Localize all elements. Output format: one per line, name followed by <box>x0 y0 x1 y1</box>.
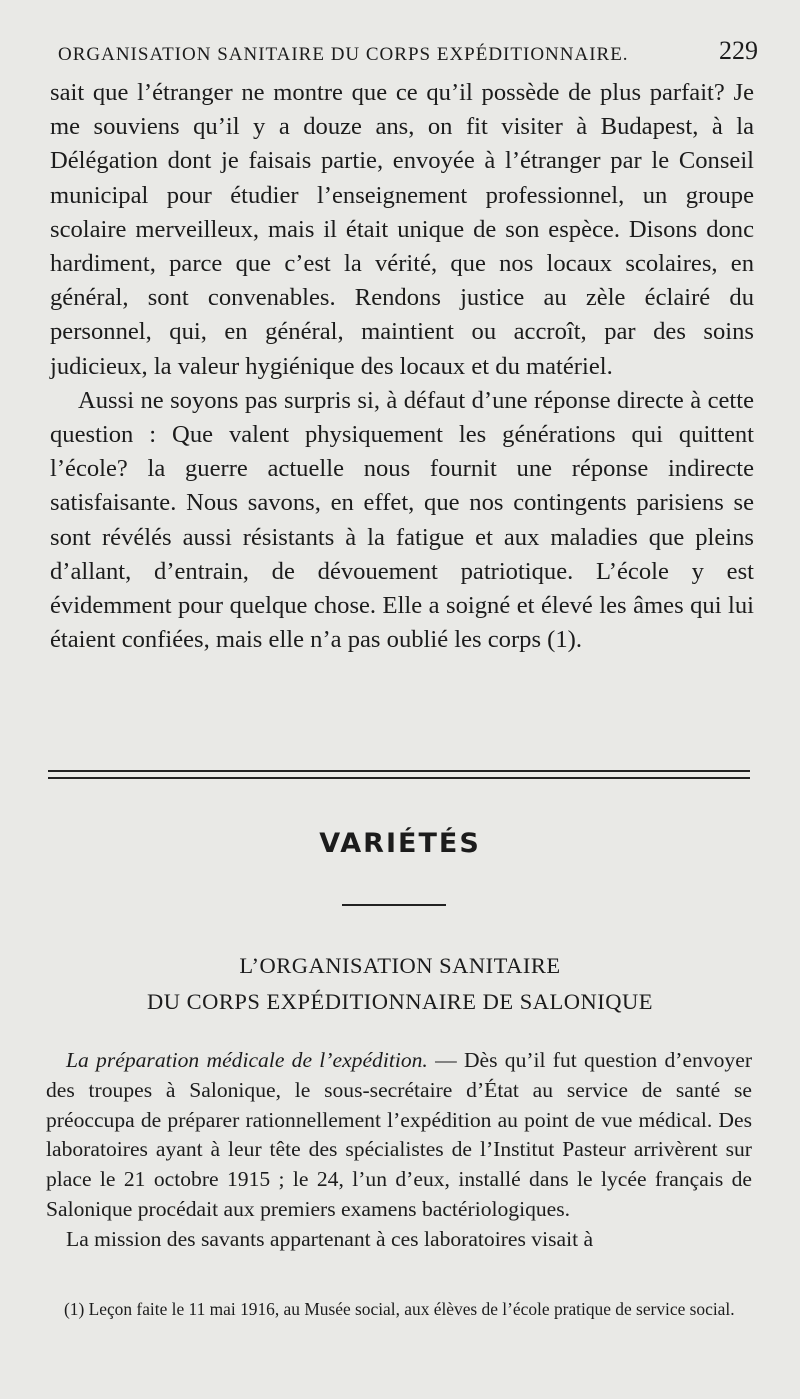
article-paragraph-1-text: — Dès qu’il fut question d’envoyer des troupes à Salonique, le sous-secrétaire d’État au service de santé se préoccupa de préparer rationnellement l’expédition au point de vue médical. Des laboratoires ayant à leur tête des spécialistes de l’Institut Pasteur arrivèrent sur place le 21 octobre 1915 ; le 24, l’un d’eux, installé dans le lycée français de Salonique procédait aux premiers examens bactériologiques. <box>46 1048 753 1221</box>
article-lede: La préparation médicale de l’expédition. <box>66 1048 428 1072</box>
section-divider <box>48 770 750 779</box>
article-title-line-2: DU CORPS EXPÉDITIONNAIRE DE SALONIQUE <box>147 989 653 1014</box>
running-head <box>58 36 758 70</box>
article-paragraph-1 <box>46 1046 752 1225</box>
running-head-title: ORGANISATION SANITAIRE DU CORPS EXPÉDITIONNAIRE. <box>58 44 629 65</box>
section-title: VARIÉTÉS <box>319 828 481 859</box>
title-rule <box>342 904 446 906</box>
footnote-text: (1) Leçon faite le 11 mai 1916, au Musée social, aux élèves de l’école pratique de service social. <box>64 1299 735 1319</box>
article-title-line-1: L’ORGANISATION SANITAIRE <box>239 953 561 978</box>
footnote <box>46 1298 752 1321</box>
page-number: 229 <box>719 36 758 65</box>
article-paragraph-2: La mission des savants appartenant à ces laboratoires visait à <box>66 1226 594 1251</box>
body-paragraph-1: sait que l’étranger ne montre que ce qu’il possède de plus parfait? Je me souviens qu’il y a douze ans, on fit visiter à Budapest, à la Délégation dont je faisais partie, envoyée à l’étranger par le Conseil municipal pour étudier l’enseignement professionnel, un groupe scolaire merveilleux, mais il était unique de son espèce. Disons donc hardiment, parce que c’est la vérité, que nos locaux scolaires, en général, sont convenables. Rendons justice au zèle éclairé du personnel, qui, en général, maintient ou accroît, par des soins judicieux, la valeur hygiénique des locaux et du matériel. <box>50 79 754 380</box>
body-paragraph-2: Aussi ne soyons pas surpris si, à défaut d’une réponse directe à cette question : Que valent physiquement les générations qui quittent l’école? la guerre actuelle nous fournit une réponse indirecte satisfaisante. Nous savons, en effet, que nos contingents parisiens se sont révélés aussi résistants à la fatigue et aux maladies que pleins d’allant, d’entrain, de dévouement patriotique. L’école y est évidemment pour quelque chose. Elle a soigné et élevé les âmes qui lui étaient confiées, mais elle n’a pas oublié les corps (1). <box>50 386 754 654</box>
article-body <box>46 1046 752 1255</box>
body-text <box>50 76 754 657</box>
article-title <box>0 948 800 1020</box>
